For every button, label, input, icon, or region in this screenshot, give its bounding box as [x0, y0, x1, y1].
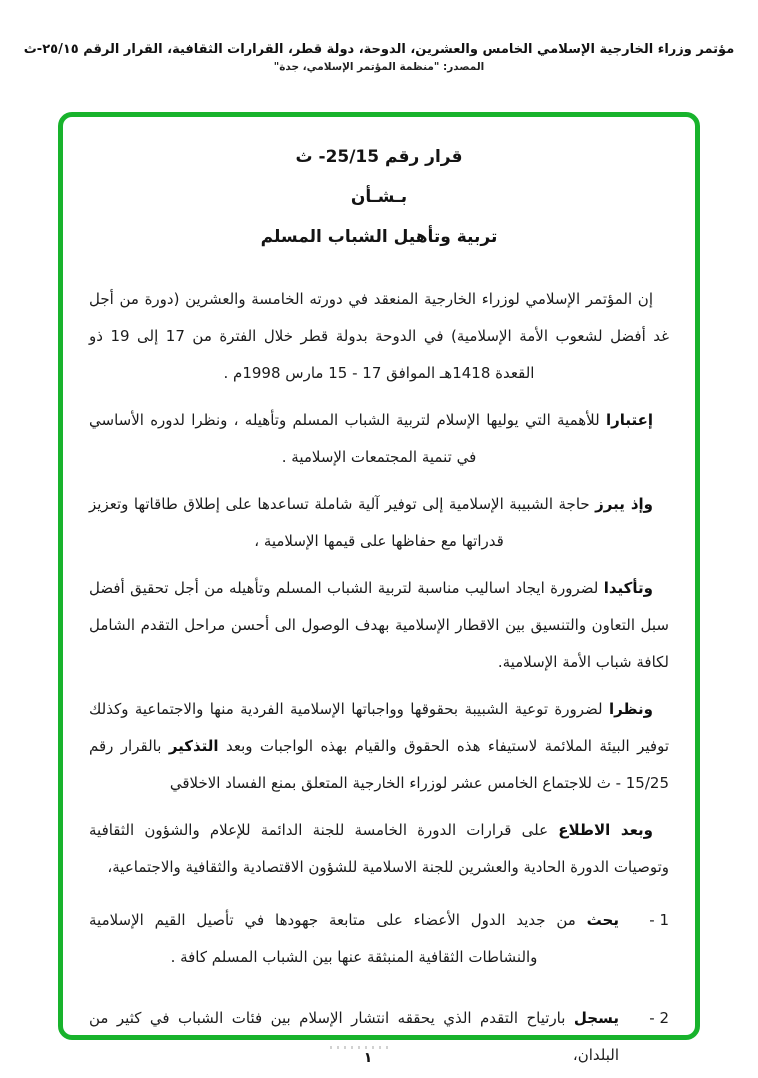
preamble-paragraph	[89, 281, 669, 392]
paragraph-text: إن المؤتمر الإسلامي لوزراء الخارجية المنعقد في دورته الخامسة والعشرين (دورة من أجل غد أفضل لشعوب الأمة الإسلامية) في الدوحة بدولة قطر خلال الفترة من 17 إلى 19 ذو القعدة 1418هـ الموافق ‪15 - 17‬ مارس 1998م .	[89, 290, 669, 382]
paragraph-lead: وإذ يبرز	[595, 495, 654, 513]
item-lead: يحث	[586, 911, 619, 929]
resolution-subject-title: تربية وتأهيل الشباب المسلم	[260, 227, 498, 247]
document-citation-header	[20, 42, 738, 73]
preamble-paragraph	[89, 691, 669, 802]
paragraph-text: لضرورة ايجاد اساليب مناسبة لتربية الشباب المسلم وتأهيله من أجل تحقيق أفضل سبل التعاون والتنسيق بين الاقطار الإسلامية بهدف الوصول الى أحسن مراحل التقدم الشامل لكافة شباب الأمة الإسلامية.	[89, 579, 669, 671]
resolution-regarding-label: بـشـأن	[350, 187, 408, 207]
paragraph-lead: ونظرا	[608, 700, 653, 718]
resolution-number-title: قرار رقم 25/15- ث	[295, 147, 463, 167]
item-lead: يسجل	[573, 1009, 619, 1027]
item-text	[89, 902, 619, 976]
paragraph-text: على قرارات الدورة الخامسة للجنة الدائمة للإعلام والشؤون الثقافية وتوصيات الدورة الحادية والعشرين للجنة الاسلامية للشؤون الاقتصادية والثقافية والاجتماعية،	[89, 821, 669, 876]
faint-print-marks	[330, 1046, 392, 1049]
paragraph-lead: التذكير	[168, 737, 219, 755]
paragraph-text: حاجة الشبيبة الإسلامية إلى توفير آلية شاملة تساعدها على إطلاق طاقاتها وتعزيز قدراتها مع حفاظها على قيمها الإسلامية ،	[89, 495, 596, 550]
paragraph-text: بالقرار رقم 15/25 - ث للاجتماع الخامس عشر لوزراء الخارجية المتعلق بمنع الفساد الاخلاقي	[89, 737, 669, 792]
page-number: ١	[363, 1050, 373, 1066]
preamble-paragraph	[89, 570, 669, 681]
paragraph-text: لضرورة توعية الشبيبة بحقوقها وواجباتها الإسلامية الفردية منها والاجتماعية وكذلك توفير البيئة الملائمة لاستيفاء هذه الحقوق والقيام بهذه الواجبات وبعد	[89, 700, 670, 755]
item-body: من جديد الدول الأعضاء على متابعة جهودها في تأصيل القيم الإسلامية والنشاطات الثقافية المنبثقة عنها بين الشباب المسلم كافة .	[89, 911, 587, 966]
citation-line: مؤتمر وزراء الخارجية الإسلامي الخامس والعشرين، الدوحة، دولة قطر، القرارات الثقافية، القرار الرقم ٢٥/١٥-ث	[23, 42, 735, 57]
item-number: 1 -	[649, 911, 669, 929]
preamble-paragraph	[89, 812, 669, 886]
paragraph-lead: وبعد الاطلاع	[558, 821, 653, 839]
resolution-green-frame	[58, 112, 700, 1064]
paragraph-text: للأهمية التي يوليها الإسلام لتربية الشباب المسلم وتأهيله ، ونظرا لدوره الأساسي في تنمية المجتمعات الإسلامية .	[89, 411, 606, 466]
item-number: 2 -	[649, 1009, 669, 1027]
item-body: بارتياح التقدم الذي يحققه انتشار الإسلام بين فئات الشباب في كثير من البلدان،	[89, 1009, 619, 1064]
resolution-title-block	[89, 137, 669, 257]
source-line: المصدر: "منظمة المؤتمر الإسلامي، جدة"	[273, 61, 485, 73]
preamble-paragraph	[89, 402, 669, 476]
resolution-body	[89, 281, 669, 1074]
operative-item	[89, 902, 669, 976]
paragraph-lead: إعتبارا	[605, 411, 653, 429]
preamble-paragraph	[89, 486, 669, 560]
paragraph-lead: وتأكيدا	[603, 579, 653, 597]
